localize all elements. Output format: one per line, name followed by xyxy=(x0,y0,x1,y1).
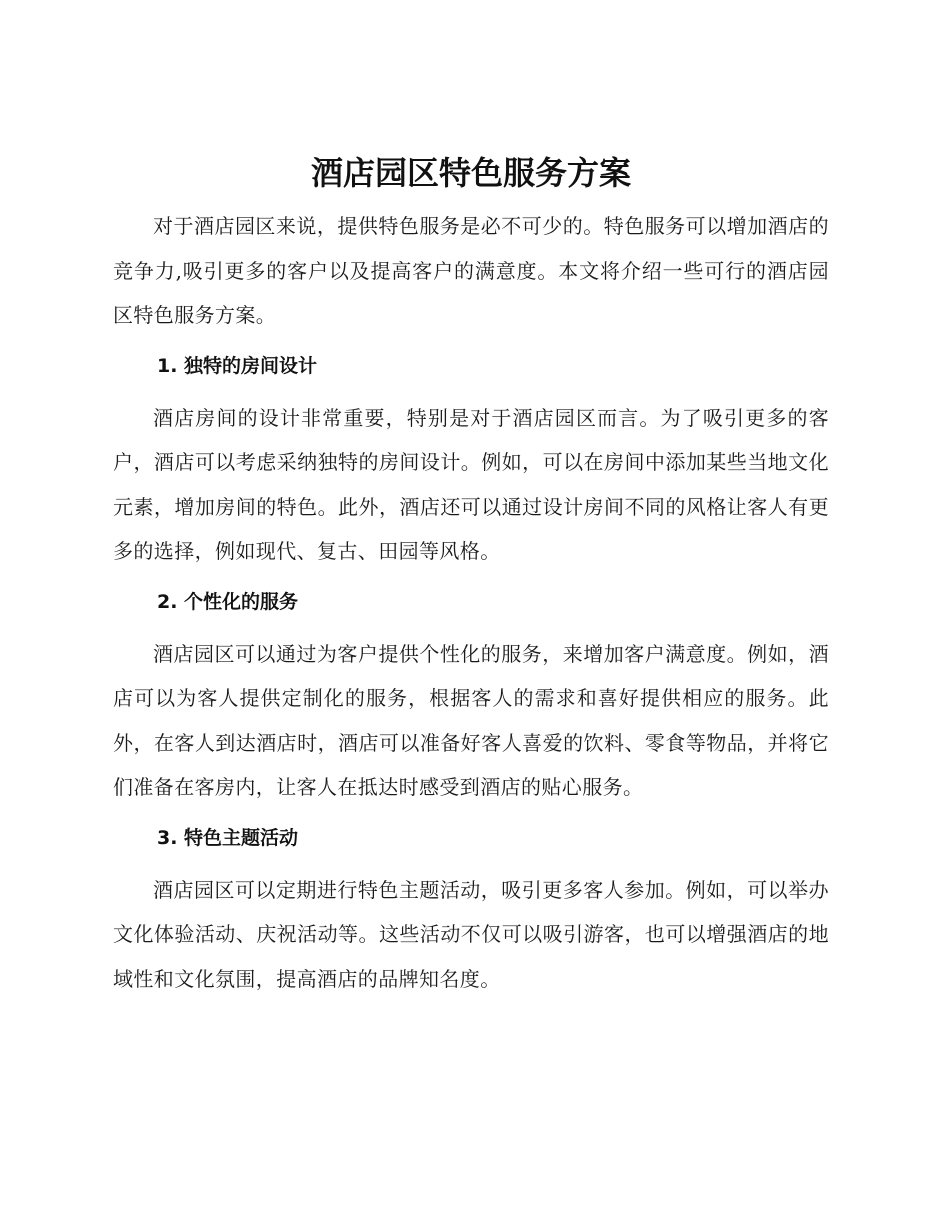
section-body-3: 酒店园区可以定期进行特色主题活动，吸引更多客人参加。例如，可以举办文化体验活动、庆祝活动等。这些活动不仅可以吸引游客，也可以增强酒店的地域性和文化氛围，提高酒店的品牌知名度。 xyxy=(113,877,829,991)
section-heading-1: 1. 独特的房间设计 xyxy=(157,354,318,377)
intro-paragraph: 对于酒店园区来说，提供特色服务是必不可少的。特色服务可以增加酒店的竞争力,吸引更多的客户以及提高客户的满意度。本文将介绍一些可行的酒店园区特色服务方案。 xyxy=(113,214,829,327)
section-heading-2: 2. 个性化的服务 xyxy=(157,590,299,613)
section-body-2: 酒店园区可以通过为客户提供个性化的服务，来增加客户满意度。例如，酒店可以为客人提供定制化的服务，根据客人的需求和喜好提供相应的服务。此外，在客人到达酒店时，酒店可以准备好客人喜爱的饮料、零食等物品，并将它们准备在客房内，让客人在抵达时感受到酒店的贴心服务。 xyxy=(113,641,829,799)
section-body-1: 酒店房间的设计非常重要，特别是对于酒店园区而言。为了吸引更多的客户，酒店可以考虑采纳独特的房间设计。例如，可以在房间中添加某些当地文化元素，增加房间的特色。此外，酒店还可以通过设计房间不同的风格让客人有更多的选择，例如现代、复古、田园等风格。 xyxy=(113,405,829,563)
document-title: 酒店园区特色服务方案 xyxy=(310,154,631,192)
section-heading-3: 3. 特色主题活动 xyxy=(157,826,299,849)
document-page xyxy=(113,150,829,1001)
